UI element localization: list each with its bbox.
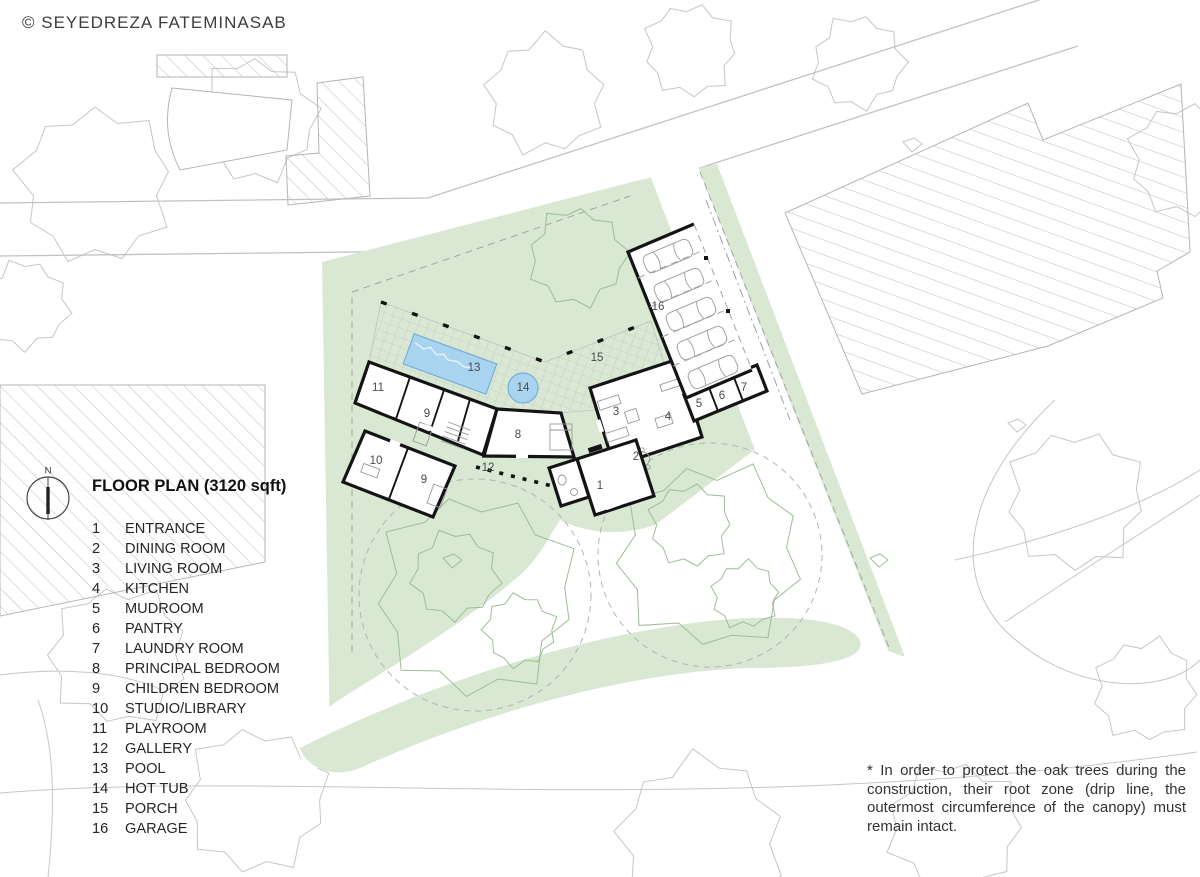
legend-item: 7 LAUNDRY ROOM bbox=[92, 641, 244, 657]
room-label-pool: 13 bbox=[467, 362, 481, 374]
room-label-porch: 15 bbox=[590, 352, 604, 364]
legend-item: 14 HOT TUB bbox=[92, 781, 189, 797]
rock bbox=[903, 138, 922, 152]
neighbor-building-strip bbox=[157, 55, 287, 77]
legend-item: 16 GARAGE bbox=[92, 821, 188, 837]
room-label-principal-bedroom: 8 bbox=[514, 429, 522, 441]
copyright-text: © SEYEDREZA FATEMINASAB bbox=[22, 13, 287, 32]
room-label-playroom: 11 bbox=[372, 382, 384, 394]
room-label-dining: 2 bbox=[632, 451, 640, 463]
neighbor-building-outline bbox=[167, 88, 292, 170]
room-label-garage: 16 bbox=[651, 301, 665, 313]
tree-protection-note: * In order to protect the oak trees during the construction, their root zone (drip line, the outermost circumference of the canopy) must remain intact. bbox=[867, 762, 1186, 835]
room-label-kitchen: 4 bbox=[664, 411, 672, 423]
room-label-pantry: 6 bbox=[718, 390, 726, 402]
room-label-mudroom: 5 bbox=[695, 398, 703, 410]
legend-item: 1 ENTRANCE bbox=[92, 521, 206, 537]
legend-item: 12 GALLERY bbox=[92, 741, 193, 757]
room-label-laundry: 7 bbox=[740, 382, 748, 394]
legend-item: 10 STUDIO/LIBRARY bbox=[92, 701, 247, 717]
room-label-children-bedroom: 9 bbox=[423, 408, 431, 420]
legend-item: 9 CHILDREN BEDROOM bbox=[92, 681, 280, 697]
room-label-studio: 10 bbox=[369, 455, 383, 467]
legend-item: 15 PORCH bbox=[92, 801, 178, 817]
legend-item: 3 LIVING ROOM bbox=[92, 561, 223, 577]
legend-list bbox=[92, 519, 280, 839]
rock bbox=[1008, 419, 1026, 432]
legend-item: 5 MUDROOM bbox=[92, 601, 204, 617]
room-label-living: 3 bbox=[612, 406, 620, 418]
legend-item: 2 DINING ROOM bbox=[92, 541, 226, 557]
neighbor-building-small bbox=[286, 77, 370, 205]
legend-item: 4 KITCHEN bbox=[92, 581, 190, 597]
legend-item: 6 PANTRY bbox=[92, 621, 183, 637]
legend-item: 11 PLAYROOM bbox=[92, 721, 207, 737]
room-label-hot-tub: 14 bbox=[516, 382, 530, 394]
legend-item: 13 POOL bbox=[92, 761, 166, 777]
room-label-entrance: 1 bbox=[596, 480, 604, 492]
legend-title: FLOOR PLAN (3120 sqft) bbox=[92, 477, 287, 495]
north-label: N bbox=[44, 465, 52, 477]
neighbor-building-large bbox=[785, 84, 1190, 394]
room-label-children-bedroom-2: 9 bbox=[420, 474, 428, 486]
room-label-gallery: 12 bbox=[481, 462, 495, 474]
legend-item: 8 PRINCIPAL BEDROOM bbox=[92, 661, 280, 677]
